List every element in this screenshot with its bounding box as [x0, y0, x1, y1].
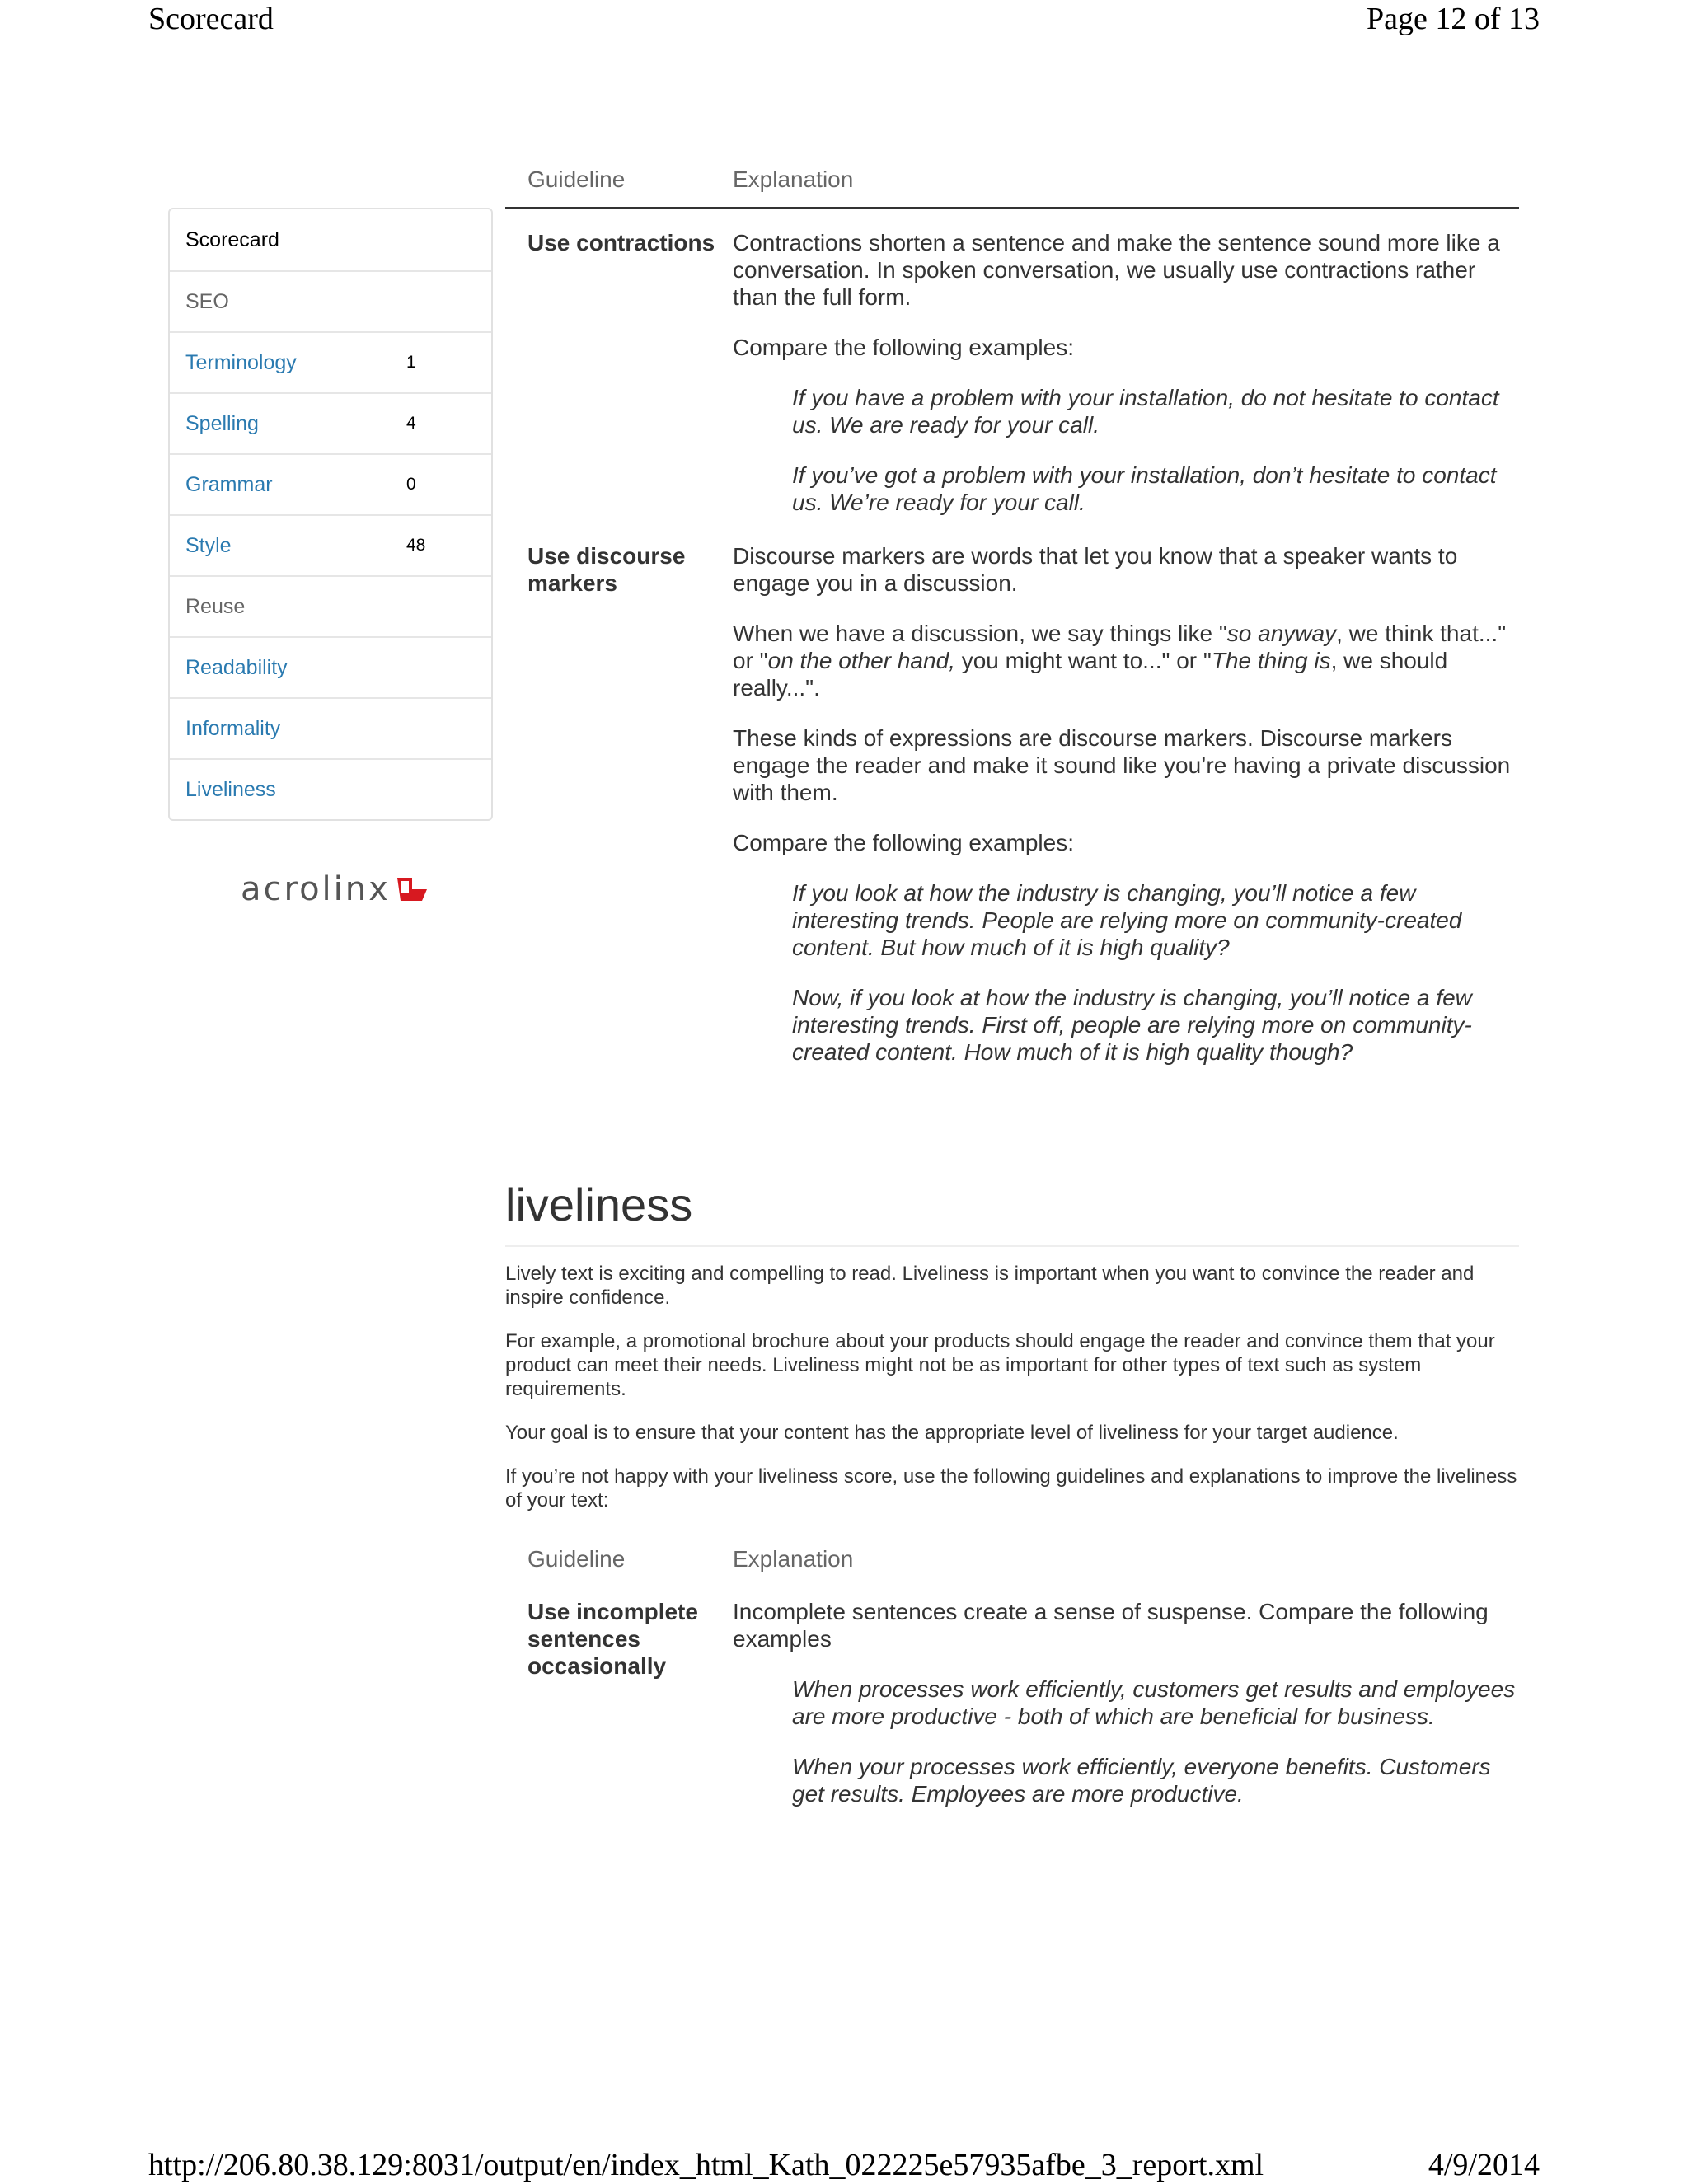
explanation-paragraph: Discourse markers are words that let you know that a speaker wants to engage you in a discussion.: [733, 543, 1458, 596]
example-sentence: When your processes work efficiently, everyone benefits. Customers get results. Employees are more productive.: [792, 1754, 1491, 1807]
section-paragraph: For example, a promotional brochure about your products should engage the reader and convince them that your product can meet their needs. Liveliness might not be as important for other types of text such as system requirements.: [505, 1330, 1495, 1400]
sidebar-item-seo[interactable]: [170, 270, 491, 331]
example-sentence: Now, if you look at how the industry is changing, you’ll notice a few interesting trends. First off, people are relying more on community-created content. How much of it is high quality though?: [792, 985, 1472, 1065]
header-guideline: Guideline: [528, 1546, 626, 1572]
explanation-paragraph: Incomplete sentences create a sense of suspense. Compare the following examples: [733, 1599, 1489, 1652]
acrolinx-logo-icon: [394, 874, 430, 904]
print-header-page-number: Page 12 of 13: [1366, 2, 1540, 36]
table-header: [505, 1532, 1519, 1586]
sidebar-item-count: 0: [406, 475, 416, 494]
explanation-paragraph: Contractions shorten a sentence and make the sentence sound more like a conversation. In spoken conversation, we usually use contractions rather than the full form.: [733, 230, 1500, 310]
guideline-name: Use discourse markers: [528, 543, 686, 596]
print-footer-url: http://206.80.38.129:8031/output/en/index_html_Kath_022225e57935afbe_3_report.xml: [148, 2148, 1264, 2182]
section-divider: [505, 1245, 1519, 1247]
explanation-paragraph: Compare the following examples:: [733, 830, 1074, 855]
guideline-name: Use contractions: [528, 230, 715, 255]
guideline-name: Use incomplete sentences occasionally: [528, 1599, 698, 1679]
sidebar-item-label: Spelling: [185, 411, 259, 435]
sidebar-item-label: SEO: [185, 289, 229, 313]
sidebar-item-liveliness[interactable]: [170, 758, 491, 819]
section-paragraph: If you’re not happy with your liveliness score, use the following guidelines and explanations to improve the liveliness of your text:: [505, 1465, 1517, 1511]
sidebar-item-label: Liveliness: [185, 777, 276, 801]
sidebar-item-informality[interactable]: [170, 697, 491, 758]
example-sentence: When processes work efficiently, customers get results and employees are more productive - both of which are beneficial for business.: [792, 1676, 1516, 1729]
sidebar-item-style[interactable]: [170, 514, 491, 575]
sidebar-item-count: 4: [406, 414, 416, 433]
explanation-paragraph: When we have a discussion, we say things like "so anyway, we think that..." or "on the other hand, you might want to..." or "The thing is, we should really...".: [733, 621, 1507, 701]
sidebar-item-spelling[interactable]: [170, 392, 491, 453]
header-explanation: Explanation: [733, 1546, 854, 1572]
table-row: [505, 1598, 1519, 1830]
guideline-table: [505, 1532, 1519, 1830]
section-paragraph: Lively text is exciting and compelling to read. Liveliness is important when you want to convince the reader and inspire confidence.: [505, 1263, 1475, 1309]
sidebar-item-count: 48: [406, 536, 426, 555]
section-paragraph: Your goal is to ensure that your content has the appropriate level of liveliness for your target audience.: [505, 1422, 1399, 1444]
sidebar-item-label: Reuse: [185, 594, 246, 618]
sidebar-item-terminology[interactable]: [170, 331, 491, 392]
sidebar-item-reuse[interactable]: [170, 575, 491, 636]
acrolinx-logo: [241, 870, 430, 908]
print-footer-date: 4/9/2014: [1428, 2148, 1540, 2182]
logo-wordmark: acrolinx: [241, 870, 391, 908]
example-sentence: If you’ve got a problem with your installation, don’t hesitate to contact us. We’re ready for your call.: [792, 462, 1497, 515]
sidebar-item-label: Scorecard: [185, 227, 279, 251]
table-row: [505, 542, 1519, 1089]
sidebar-item-readability[interactable]: [170, 636, 491, 697]
example-sentence: If you look at how the industry is changing, you’ll notice a few interesting trends. People are relying more on community-created content. But how much of it is high quality?: [792, 880, 1462, 960]
liveliness-section: [505, 1176, 1519, 1830]
sidebar-item-label: Terminology: [185, 350, 297, 374]
guideline-table: [505, 152, 1519, 1089]
sidebar-item-label: Readability: [185, 655, 288, 679]
print-header-title: Scorecard: [148, 2, 274, 36]
sidebar-item-label: Informality: [185, 716, 281, 740]
table-row: [505, 229, 1519, 539]
main-content: [505, 152, 1519, 1830]
explanation-paragraph: Compare the following examples:: [733, 335, 1074, 360]
header-guideline: Guideline: [528, 166, 626, 192]
guideline-explanation: [733, 229, 1519, 539]
sidebar-nav: [168, 208, 493, 821]
guideline-explanation: [733, 1598, 1519, 1830]
sidebar-item-count: 1: [406, 353, 416, 372]
explanation-paragraph: These kinds of expressions are discourse markers. Discourse markers engage the reader and make it sound like you’re having a private discussion with them.: [733, 725, 1511, 805]
example-sentence: If you have a problem with your installation, do not hesitate to contact us. We are ready for your call.: [792, 385, 1499, 438]
sidebar-item-label: Grammar: [185, 472, 273, 496]
header-explanation: Explanation: [733, 166, 854, 192]
sidebar-item-label: Style: [185, 533, 232, 557]
sidebar-item-grammar[interactable]: [170, 453, 491, 514]
section-title: liveliness: [505, 1179, 693, 1230]
sidebar-item-scorecard[interactable]: [170, 209, 491, 270]
table-header: [505, 152, 1519, 209]
guideline-explanation: [733, 542, 1519, 1089]
